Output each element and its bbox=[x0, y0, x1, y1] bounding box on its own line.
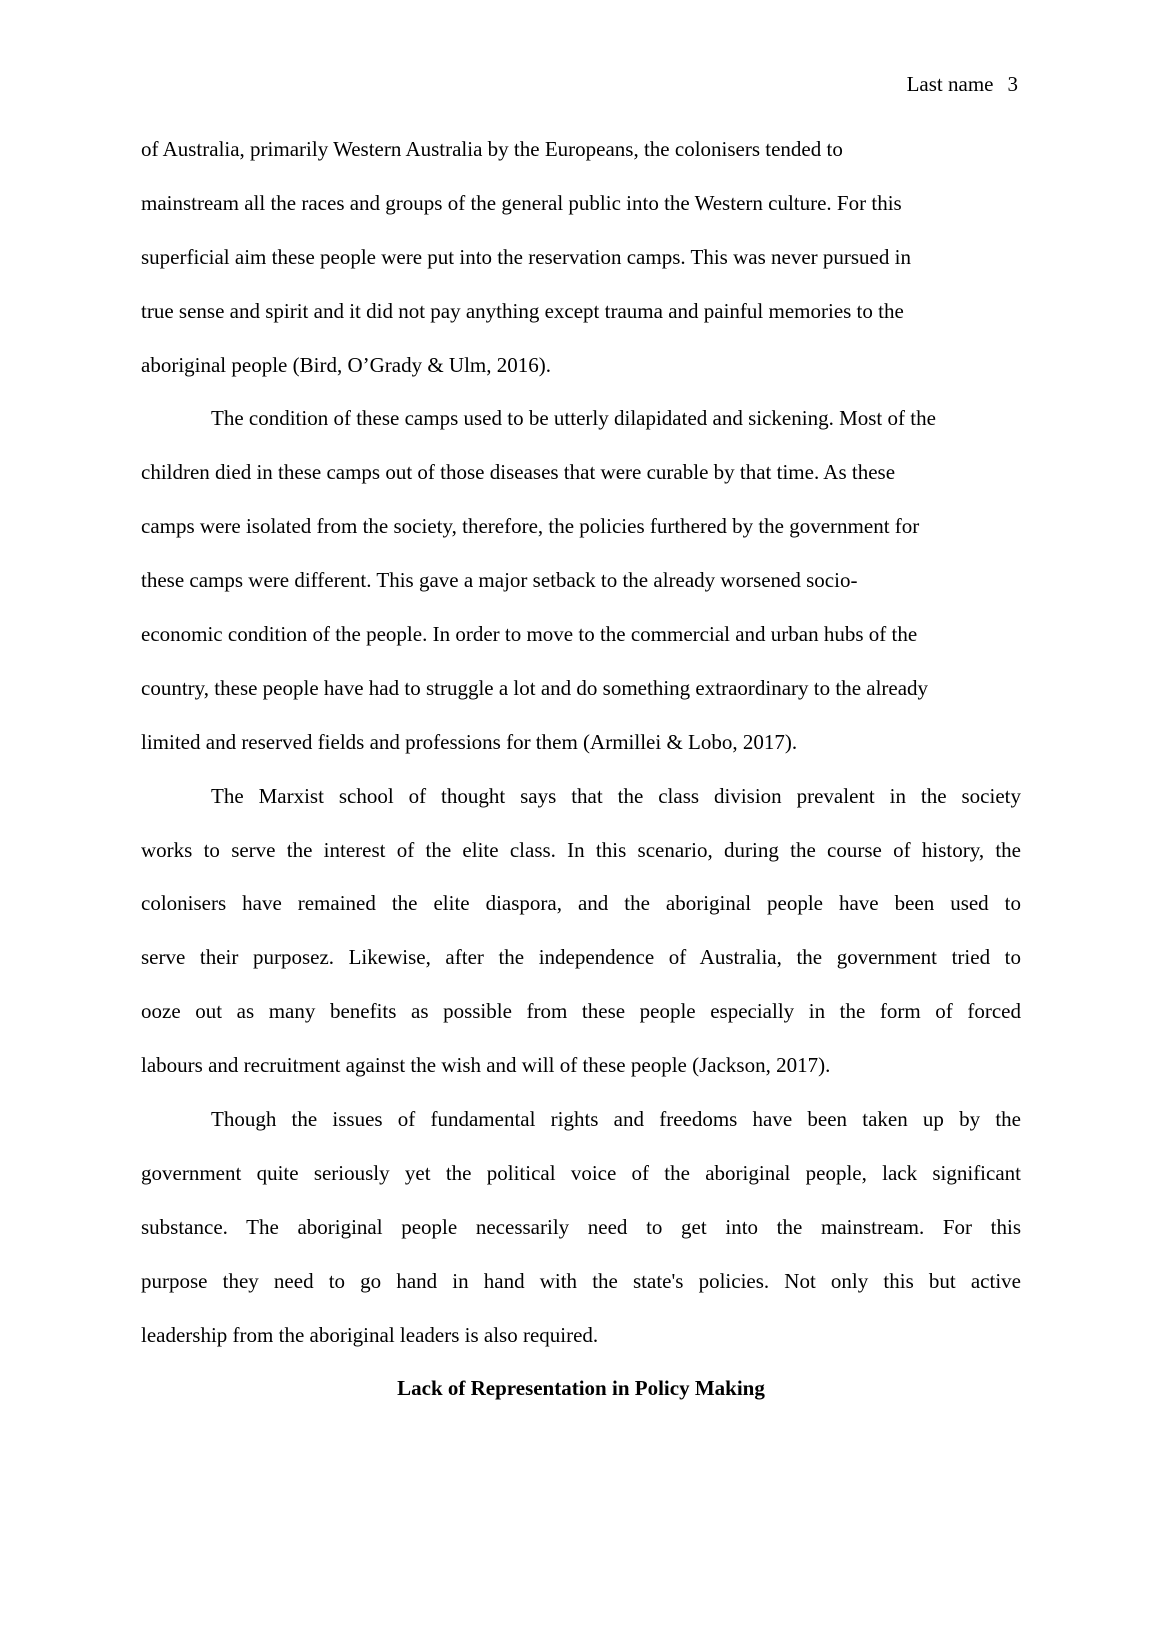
text-line: aboriginal people (Bird, O’Grady & Ulm, 2016). bbox=[141, 352, 551, 377]
text-line: children died in these camps out of those diseases that were curable by that time. As these bbox=[141, 460, 896, 485]
text-line: government quite seriously yet the political voice of the aboriginal people, lack significant bbox=[141, 1160, 1021, 1185]
text-line: Though the issues of fundamental rights and freedoms have been taken up by the bbox=[211, 1107, 1021, 1132]
text-line: serve their purposez. Likewise, after the independence of Australia, the government tried to bbox=[141, 945, 1021, 970]
text-line: The Marxist school of thought says that the class division prevalent in the society bbox=[211, 783, 1021, 808]
text-line: of Australia, primarily Western Australia by the Europeans, the colonisers tended to bbox=[141, 137, 843, 161]
header-last-name: Last name bbox=[906, 72, 994, 96]
text-line: substance. The aboriginal people necessarily need to get into the mainstream. For this bbox=[141, 1214, 1021, 1239]
text-line: The condition of these camps used to be utterly dilapidated and sickening. Most of the bbox=[211, 406, 936, 431]
text-line: leadership from the aboriginal leaders is also required. bbox=[141, 1322, 599, 1347]
text-line: purpose they need to go hand in hand with the state's policies. Not only this but active bbox=[141, 1268, 1021, 1293]
text-line: superficial aim these people were put into the reservation camps. This was never pursued in bbox=[141, 244, 911, 269]
page-number: 3 bbox=[1007, 72, 1018, 96]
text-line: these camps were different. This gave a major setback to the already worsened socio- bbox=[141, 568, 858, 593]
text-line: country, these people have had to struggle a lot and do something extraordinary to the already bbox=[141, 675, 929, 700]
text-line: limited and reserved fields and professions for them (Armillei & Lobo, 2017). bbox=[141, 729, 798, 754]
text-line: mainstream all the races and groups of the general public into the Western culture. For this bbox=[141, 190, 902, 215]
text-line: colonisers have remained the elite diaspora, and the aboriginal people have been used to bbox=[141, 891, 1021, 916]
text-line: true sense and spirit and it did not pay anything except trauma and painful memories to the bbox=[141, 298, 904, 323]
running-header bbox=[907, 70, 1018, 98]
text-line: economic condition of the people. In order to move to the commercial and urban hubs of the bbox=[141, 622, 918, 647]
text-line: ooze out as many benefits as possible from these people especially in the form of forced bbox=[141, 999, 1021, 1024]
document-body bbox=[141, 135, 1021, 1428]
section-heading: Lack of Representation in Policy Making bbox=[397, 1376, 765, 1401]
text-line: labours and recruitment against the wish and will of these people (Jackson, 2017). bbox=[141, 1053, 831, 1078]
text-line: camps were isolated from the society, therefore, the policies furthered by the government for bbox=[141, 514, 920, 539]
text-line: works to serve the interest of the elite class. In this scenario, during the course of history, the bbox=[141, 837, 1021, 862]
